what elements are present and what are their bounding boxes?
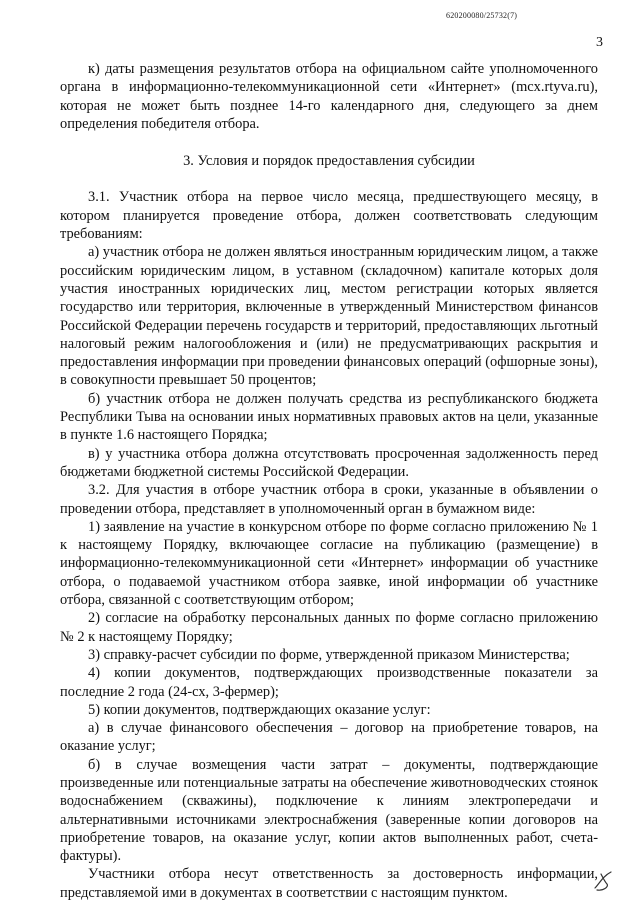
- document-number: 620200080/25732(7): [446, 11, 518, 20]
- paragraph-3-2-5: 5) копии документов, подтверждающих оказание услуг:: [88, 701, 431, 718]
- paragraph-3-1-b: б) участник отбора не должен получать средства из республиканского бюджета Республики Тыва на основании иных нормативных правовых актов на цели, указанные в пункте 1.6 настоящего Порядка;: [60, 390, 598, 444]
- paragraph-3-2-5-a: а) в случае финансового обеспечения – договор на приобретение товаров, на оказание услуг;: [60, 720, 598, 755]
- paragraph-3-2: 3.2. Для участия в отборе участник отбора в сроки, указанные в объявлении о проведении отбора, представляет в уполномоченный орган в бумажном виде:: [60, 482, 598, 517]
- section-title: 3. Условия и порядок предоставления субсидии: [183, 153, 475, 170]
- paragraph-3-1: 3.1. Участник отбора на первое число месяца, предшествующего месяцу, в котором планируется проведение отбора, должен соответствовать следующим требованиям:: [60, 189, 598, 243]
- paragraph-3-1-a: а) участник отбора не должен являться иностранным юридическим лицом, а также российским юридическим лицом, в уставном (складочном) капитале которых доля участия иностранных юридических лиц, местом регистрации которых является государство или территория, включенные в утвержденный Министерством финансов Российской Федерации перечень государств и территорий, предоставляющих льготный налоговый режим налогообложения и (или) не предусматривающих раскрытия и предоставления информации при проведении финансовых операций (офшорные зоны), в совокупности превышает 50 процентов;: [60, 244, 598, 389]
- document-body: [60, 60, 598, 902]
- paragraph-3-2-1: 1) заявление на участие в конкурсном отборе по форме согласно приложению № 1 к настоящему Порядку, включающее согласие на публикацию (размещение) в информационно-телекоммуникационной сети «Интернет» информации об участнике отбора, о подаваемой участником отбора заявке, иной информации об участнике отбора, связанной с соответствующим отбором;: [60, 518, 598, 609]
- paragraph-3-1-v: в) у участника отбора должна отсутствовать просроченная задолженность перед бюджетами бюджетной системы Российской Федерации.: [60, 445, 598, 480]
- paragraph-3-2-4: 4) копии документов, подтверждающих производственные показатели за последние 2 года (24-сх, 3-фермер);: [60, 665, 598, 700]
- handwritten-initial-mark: [589, 866, 619, 894]
- page-number: 3: [596, 35, 603, 50]
- paragraph-3-2-2: 2) согласие на обработку персональных данных по форме согласно приложению № 2 к настоящему Порядку;: [60, 610, 598, 645]
- paragraph-final: Участники отбора несут ответственность за достоверность информации, представляемой ими в документах в соответствии с настоящим пунктом.: [60, 866, 598, 901]
- paragraph-3-2-5-b: б) в случае возмещения части затрат – документы, подтверждающие произведенные или потенциальные затраты на обеспечение животноводческих стоянок водоснабжением (скважины), подключение к линиям электропередачи и альтернативными источниками электроснабжения (заверенные копии договоров на приобретение товаров, на оказание услуг, копии актов выполненных работ, счета-фактуры).: [60, 756, 598, 865]
- paragraph-k: к) даты размещения результатов отбора на официальном сайте уполномоченного органа в информационно-телекоммуникационной сети «Интернет» (mcx.rtyva.ru), которая не может быть позднее 14-го календарного дня, следующего за днем определения победителя отбора.: [60, 61, 598, 132]
- paragraph-3-2-3: 3) справку-расчет субсидии по форме, утвержденной приказом Министерства;: [88, 646, 570, 663]
